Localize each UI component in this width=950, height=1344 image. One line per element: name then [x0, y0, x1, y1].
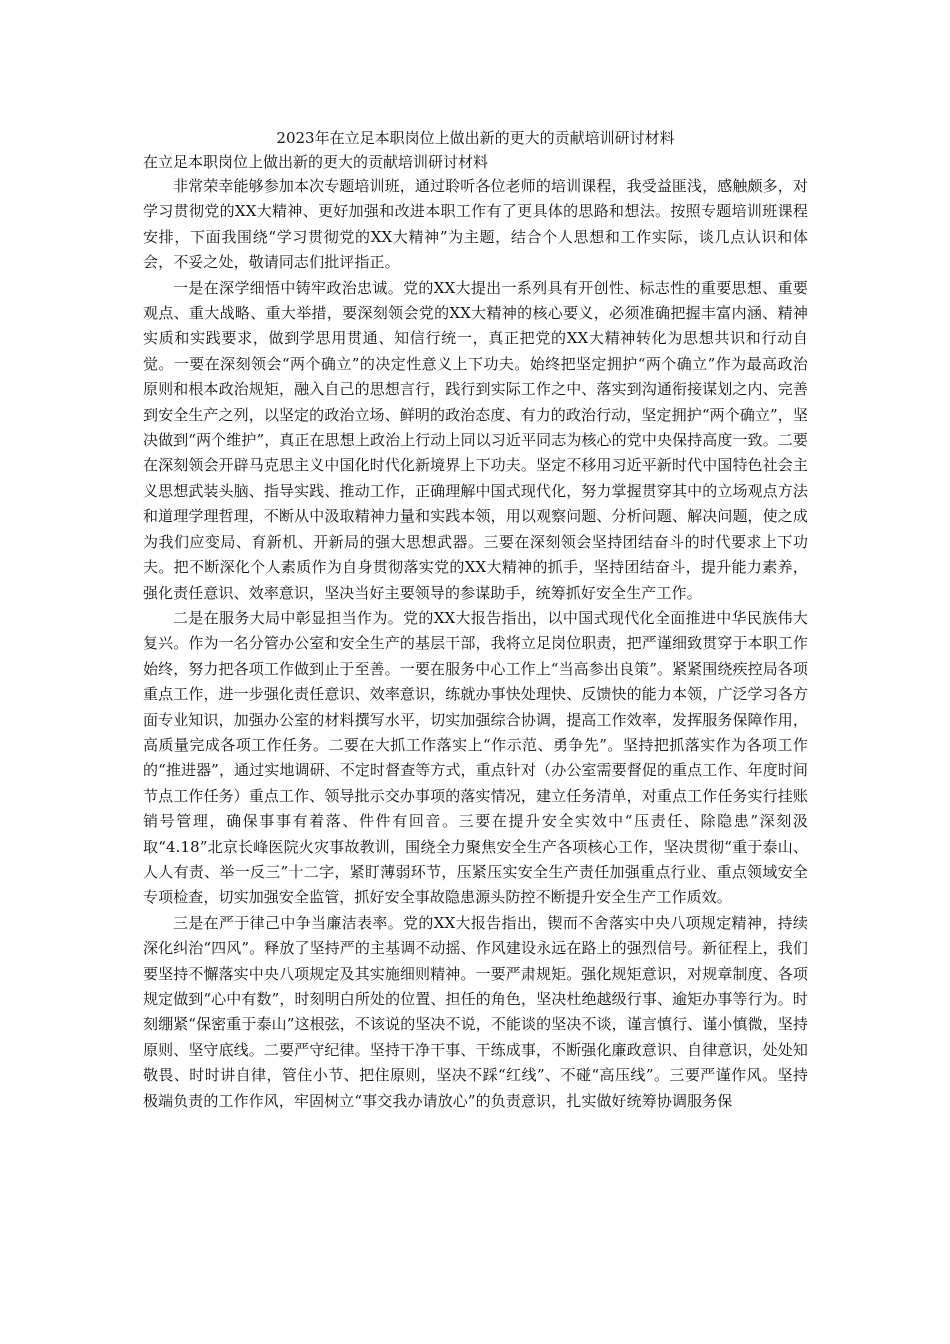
paragraph-point-three: 三是在严于律己中争当廉洁表率。党的XX大报告指出，锲而不舍落实中央八项规定精神，持续深化纠治“四风”。释放了坚持严的主基调不动摇、作风建设永远在路上的强烈信号。新征程上，我们要坚持不懈落实中央八项规定及其实施细则精神。一要严肃规矩。强化规矩意识，对规章制度、各项规定做到“心中有数”，时刻明白所处的位置、担任的角色，坚决杜绝越级行事、逾矩办事等行为。时刻绷紧“保密重于泰山”这根弦，不该说的坚决不说，不能谈的坚决不谈，谨言慎行、谨小慎微，坚持原则、坚守底线。二要严守纪律。坚持干净干事、干练成事，不断强化廉政意识、自律意识，处处知敬畏、时时讲自律，管住小节、把住原则，坚决不踩“红线”、不碰“高压线”。三要严谨作风。坚持极端负责的工作作风，牢固树立“事交我办请放心”的负责意识，扎实做好统筹协调服务保: [143, 913, 808, 1110]
paragraph-intro: 非常荣幸能够参加本次专题培训班，通过聆听各位老师的培训课程，我受益匪浅，感触颇多，对学习贯彻党的XX大精神、更好加强和改进本职工作有了更具体的思路和想法。按照专题培训班课程安排，下面我围绕“学习贯彻党的XX大精神”为主题，结合个人思想和工作实际，谈几点认识和体会，不妥之处，敬请同志们批评指正。: [143, 177, 808, 272]
paragraph-point-one: 一是在深学细悟中铸牢政治忠诚。党的XX大提出一系列具有开创性、标志性的重要思想、重要观点、重大战略、重大举措，要深刻领会党的XX大精神的核心要义，必须准确把握丰富内涵、精神实质和实践要求，做到学思用贯通、知信行统一，真正把党的XX大精神转化为思想共识和行动自觉。一要在深刻领会“两个确立”的决定性意义上下功夫。始终把坚定拥护“两个确立”作为最高政治原则和根本政治规矩，融入自己的思想言行，践行到实际工作之中、落实到沟通衔接谋划之内、完善到安全生产之列，以坚定的政治立场、鲜明的政治态度、有力的政治行动，坚定拥护“两个确立”，坚决做到“两个维护”，真正在思想上政治上行动上同以习近平同志为核心的党中央保持高度一致。二要在深刻领会开辟马克思主义中国化时代化新境界上下功夫。坚定不移用习近平新时代中国特色社会主义思想武装头脑、指导实践、推动工作，正确理解中国式现代化，努力掌握贯穿其中的立场观点方法和道理学理哲理，不断从中汲取精神力量和实践本领，用以观察问题、分析问题、解决问题，使之成为我们应变局、育新机、开新局的强大思想武器。三要在深刻领会坚持团结奋斗的时代要求上下功夫。把不断深化个人素质作为自身贯彻落实党的XX大精神的抓手，坚持团结奋斗，提升能力素养，强化责任意识、效率意识，坚决当好主要领导的参谋助手，统筹抓好安全生产工作。: [143, 278, 808, 602]
document-body: [143, 126, 808, 1114]
document-title: 2023年在立足本职岗位上做出新的更大的贡献培训研讨材料: [276, 129, 675, 147]
document-subtitle: 在立足本职岗位上做出新的更大的贡献培训研讨材料: [143, 153, 489, 171]
paragraph-point-two: 二是在服务大局中彰显担当作为。党的XX大报告指出，以中国式现代化全面推进中华民族伟大复兴。作为一名分管办公室和安全生产的基层干部，我将立足岗位职责，把严谨细致贯穿于本职工作始终，努力把各项工作做到止于至善。一要在服务中心工作上“当高参出良策”。紧紧围绕疾控局各项重点工作，进一步强化责任意识、效率意识，练就办事快处理快、反馈快的能力本领，广泛学习各方面专业知识，加强办公室的材料撰写水平，切实加强综合协调，提高工作效率，发挥服务保障作用，高质量完成各项工作任务。二要在大抓工作落实上“作示范、勇争先”。坚持把抓落实作为各项工作的“推进器”，通过实地调研、不定时督查等方式，重点针对（办公室需要督促的重点工作、年度时间节点工作任务）重点工作、领导批示交办事项的落实情况，建立任务清单，对重点工作任务实行挂账销号管理，确保事事有着落、件件有回音。三要在提升安全实效中“压责任、除隐患”深刻汲取“4.18”北京长峰医院火灾事故教训，围绕全力聚焦安全生产各项核心工作，坚决贯彻“重于泰山、人人有责、举一反三”十二字，紧盯薄弱环节，压紧压实安全生产责任加强重点行业、重点领域安全专项检查，切实加强安全监管，抓好安全事故隐患源头防控不断提升安全生产工作质效。: [143, 608, 808, 907]
